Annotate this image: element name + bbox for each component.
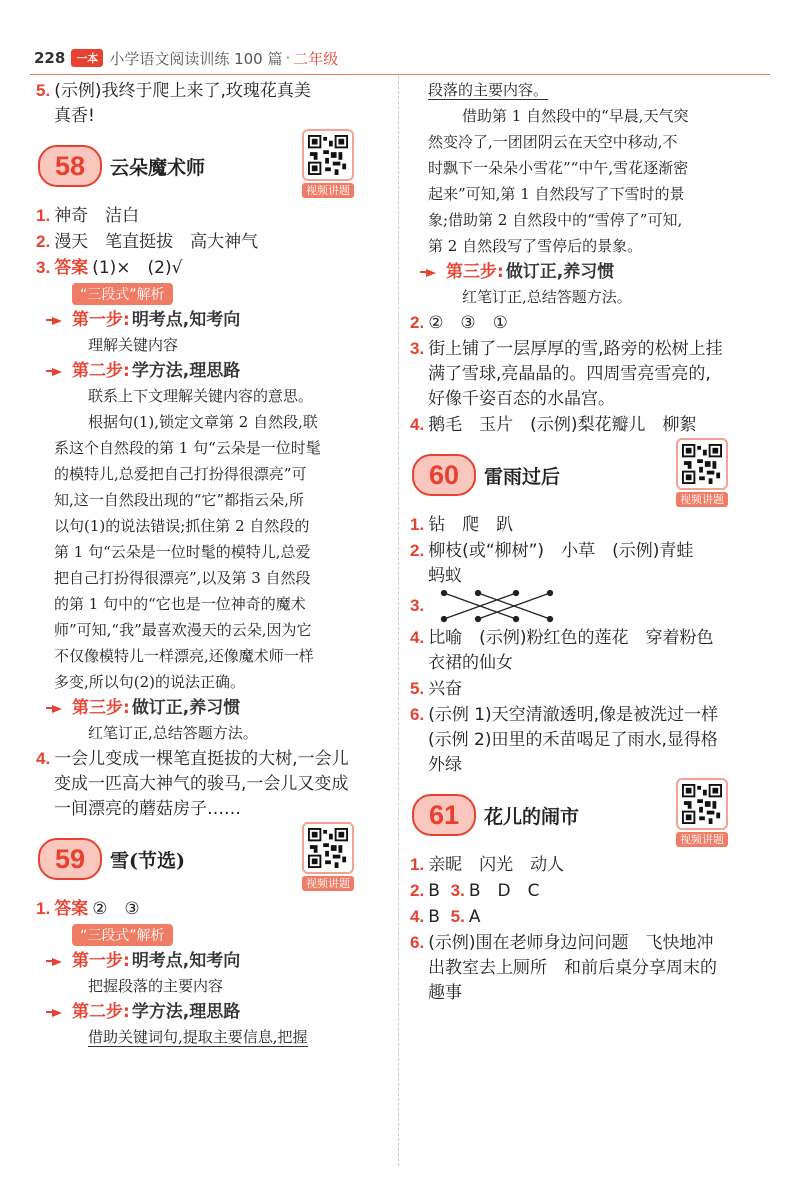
arrow-icon [52,314,64,326]
answer-item: 2. 漫天 笔直挺拔 高大神气 [36,232,259,252]
step-1: 第一步: 明考点,知考向 [36,948,386,974]
answer-item: 2. ② ③ ① [410,313,508,333]
section-title: 花儿的闹市 [484,806,580,828]
answer-item: 1. 亲昵 闪光 动人 [410,855,565,875]
answer-item: 4. 鹅毛 玉片 (示例)梨花瓣儿 柳絮 [410,415,697,435]
qr-code-icon [302,129,354,181]
answer-item-cont: 一间漂亮的蘑菇房子…… [54,799,241,819]
arrow-icon [52,365,64,377]
step-body: 借助关键词句,提取主要信息,把握 [88,1028,308,1046]
answer-item-cont: 外绿 [428,755,462,775]
section-title: 雷雨过后 [484,466,561,488]
answer-item-cont: 真香! [54,106,95,126]
answer-item: 6. (示例 1)天空清澈透明,像是被洗过一样 [410,705,719,725]
qr-code-icon [676,438,728,490]
answer-item-cont: 变成一匹高大神气的骏马,一会儿又变成 [54,774,349,794]
qr-caption: 视频讲题 [676,832,728,847]
answer-item-cont: (示例 2)田里的禾苗喝足了雨水,显得格 [428,730,718,750]
grade-label: 二年级 [293,49,339,68]
header-rule [30,74,770,75]
answer-item: 6. (示例)围在老师身边问问题 飞快地冲 [410,933,714,953]
section-title: 雪(节选) [110,850,185,872]
answer-item-cont: 衣裙的仙女 [428,653,513,673]
analysis-paragraph: 借助第 1 自然段中的“早晨,天气突 然变冷了,一团团阴云在天空中移动,不 时飘下一朵朵小雪花”“中午,雪花逐渐密 起来”可知,第 1 自然段写了下雪时的景 象;借助第 2 自然段中的“雪停了”可知, 第 2 自然段写了雪停后的景象。 [428,107,689,255]
qr-code-graphic [682,784,722,824]
section-title: 云朵魔术师 [110,157,206,179]
video-qr-code[interactable] [298,129,358,199]
answer-item: 3. 街上铺了一层厚厚的雪,路旁的松树上挂 [410,339,723,359]
answer-item: 3. 答案 (1)× (2)√ [36,258,183,278]
arrow-icon [52,1006,64,1018]
qr-caption: 视频讲题 [676,492,728,507]
answer-item: 1. 钻 爬 趴 [410,515,514,535]
answer-item-cont: 出教室去上厕所 和前后桌分享周末的 [428,958,717,978]
answer-item: 4. 一会儿变成一棵笔直挺拔的大树,一会儿 [36,749,349,769]
analysis-tag: “三段式”解析 [72,283,173,305]
step-2: 第二步: 学方法,理思路 [36,999,386,1025]
step-body: 红笔订正,总结答题方法。 [88,724,258,742]
analysis-paragraph: 根据句(1),锁定文章第 2 自然段,联 系这个自然段的第 1 句“云朵是一位时髦 的模特儿,总爱把自己打扮得很漂亮”可 知,这一自然段出现的“它”都指云朵,所 以句(1)的说法错误;抓住第 2 自然段的 第 1 句“云朵是一位时髦的模特儿,总爱 把自己打扮得很漂亮”,以及第 3 自然段 的第 1 句中的“它也是一位神奇的魔术 师”可知,“我”最喜欢漫天的云朵,因为它 不仅像模特儿一样漂亮,还像魔术师一样 多变,所以句(2)的说法正确。 [54,413,321,691]
step-3: 第三步: 做订正,养习惯 [410,259,760,285]
answer-item: 4. 比喻 (示例)粉红色的莲花 穿着粉色 [410,628,714,648]
answer-item: 1. 答案 ② ③ [36,899,140,919]
section-60-header [410,438,760,512]
qr-caption: 视频讲题 [302,876,354,891]
answer-item-cont: 满了雪球,亮晶晶的。四周雪亮雪亮的, [428,364,711,384]
step-1: 第一步: 明考点,知考向 [36,307,386,333]
qr-code-icon [302,822,354,874]
answer-item: 1. 神奇 洁白 [36,206,140,226]
answer-item: 5. (示例)我终于爬上来了,玫瑰花真美 [36,81,311,101]
answer-item-cont: 趣事 [428,983,462,1003]
step-2: 第二步: 学方法,理思路 [36,358,386,384]
step-body: 理解关键内容 [88,336,179,354]
header-separator: · [285,49,291,67]
video-qr-code[interactable] [672,778,732,848]
qr-code-graphic [682,444,722,484]
section-59-header [36,822,386,896]
section-badge: 58 [38,145,102,187]
analysis-tag: “三段式”解析 [72,924,173,946]
answer-item: 3. [410,589,760,625]
qr-caption: 视频讲题 [302,183,354,198]
left-column [36,78,386,1050]
arrow-icon [426,266,438,278]
column-divider [398,76,399,1166]
page-number: 228 [34,49,66,67]
answer-item-cont: 蚂蚁 [428,566,462,586]
answer-item: 4. B 5. A [410,907,481,927]
section-58-header [36,129,386,203]
step-body: 联系上下文理解关键内容的意思。 [88,387,314,405]
section-61-header [410,778,760,852]
answer-item-cont: 好像千姿百态的水晶宫。 [428,389,615,409]
section-badge: 60 [412,454,476,496]
right-column [410,78,760,1006]
answer-item: 2. B 3. B D C [410,881,540,901]
arrow-icon [52,955,64,967]
qr-code-graphic [308,135,348,175]
qr-code-graphic [308,828,348,868]
section-badge: 59 [38,838,102,880]
section-badge: 61 [412,794,476,836]
matching-lines-diagram [438,589,558,623]
book-title: 小学语文阅读训练 100 篇 [109,49,283,68]
qr-code-icon [676,778,728,830]
video-qr-code[interactable] [298,822,358,892]
answer-item: 2. 柳枝(或“柳树”) 小草 (示例)青蛙 [410,541,694,561]
brand-logo: 一本 [71,49,103,67]
page-header [34,44,338,72]
video-qr-code[interactable] [672,438,732,508]
answer-item: 5. 兴奋 [410,679,463,699]
step-body-cont: 段落的主要内容。 [428,81,549,99]
arrow-icon [52,702,64,714]
step-3: 第三步: 做订正,养习惯 [36,695,386,721]
step-body: 把握段落的主要内容 [88,977,224,995]
step-body: 红笔订正,总结答题方法。 [462,288,632,306]
